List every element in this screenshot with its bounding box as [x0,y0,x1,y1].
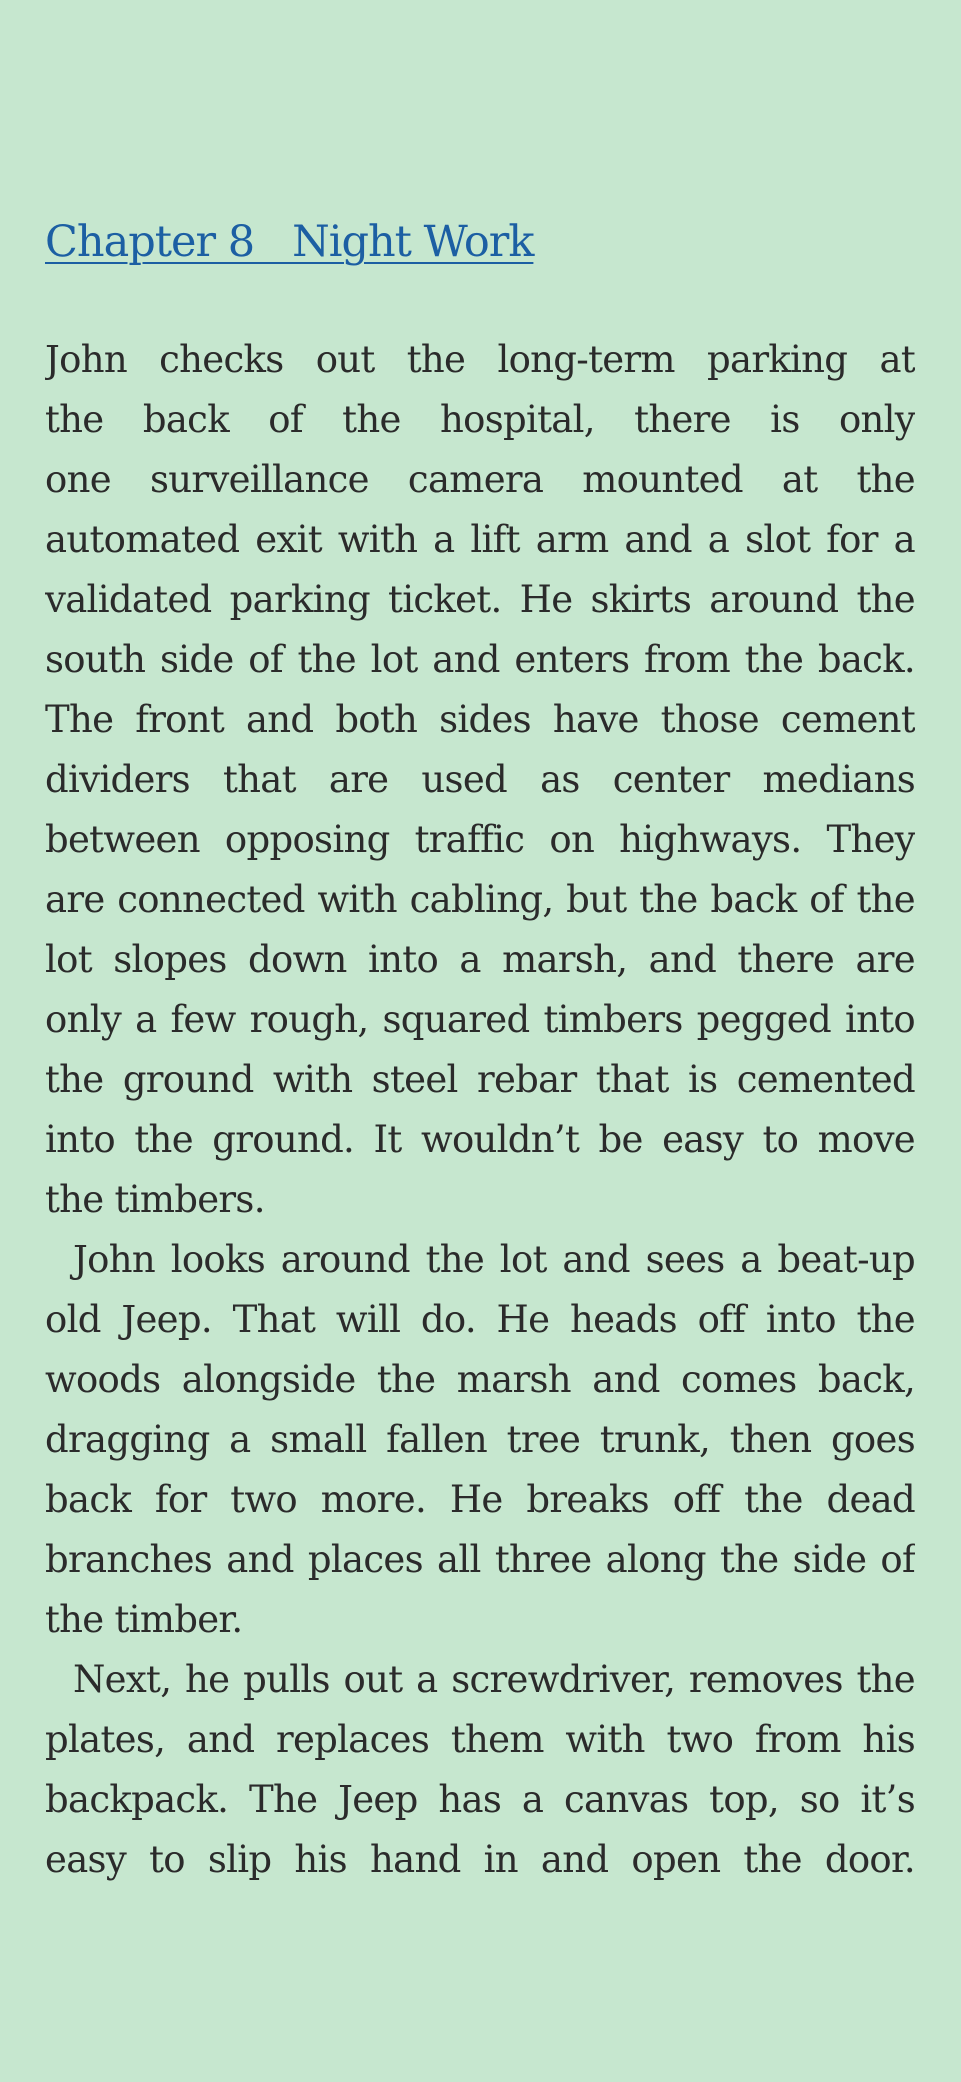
text-line: John looks around the lot and sees a beat-up [73,1238,915,1281]
text-line: one surveillance camera mounted at the [45,458,915,501]
chapter-title-link[interactable]: Chapter 8 Night Work [45,217,534,267]
text-line: backpack. The Jeep has a canvas top, so it’s [45,1778,915,1821]
text-line: dividers that are used as center medians [45,758,915,801]
text-line: the timbers. [45,1178,265,1221]
text-line: The front and both sides have those cement [45,698,915,741]
text-line: John checks out the long-term parking at [45,338,915,381]
chapter-body [45,330,915,1890]
text-line: Next, he pulls out a screwdriver, removes the [73,1658,915,1701]
text-line: dragging a small fallen tree trunk, then goes [45,1418,915,1461]
text-line: back for two more. He breaks off the dead [45,1478,915,1521]
text-line: south side of the lot and enters from the back. [45,638,915,681]
text-line: automated exit with a lift arm and a slot for a [45,518,915,561]
text-line: only a few rough, squared timbers pegged into [45,998,915,1041]
text-line: branches and places all three along the side of [45,1538,915,1581]
text-line: into the ground. It wouldn’t be easy to move [45,1118,915,1161]
text-line: plates, and replaces them with two from his [45,1718,915,1761]
text-line: old Jeep. That will do. He heads off into the [45,1298,915,1341]
text-line: are connected with cabling, but the back of the [45,878,915,921]
text-line: easy to slip his hand in and open the door. [45,1838,915,1881]
text-line: lot slopes down into a marsh, and there are [45,938,915,981]
text-line: between opposing traffic on highways. They [45,818,915,861]
text-line: the back of the hospital, there is only [45,398,915,441]
text-line: woods alongside the marsh and comes back, [45,1358,915,1401]
text-line: validated parking ticket. He skirts around the [45,578,915,621]
text-line: the timber. [45,1598,243,1641]
text-line: the ground with steel rebar that is cemented [45,1058,915,1101]
